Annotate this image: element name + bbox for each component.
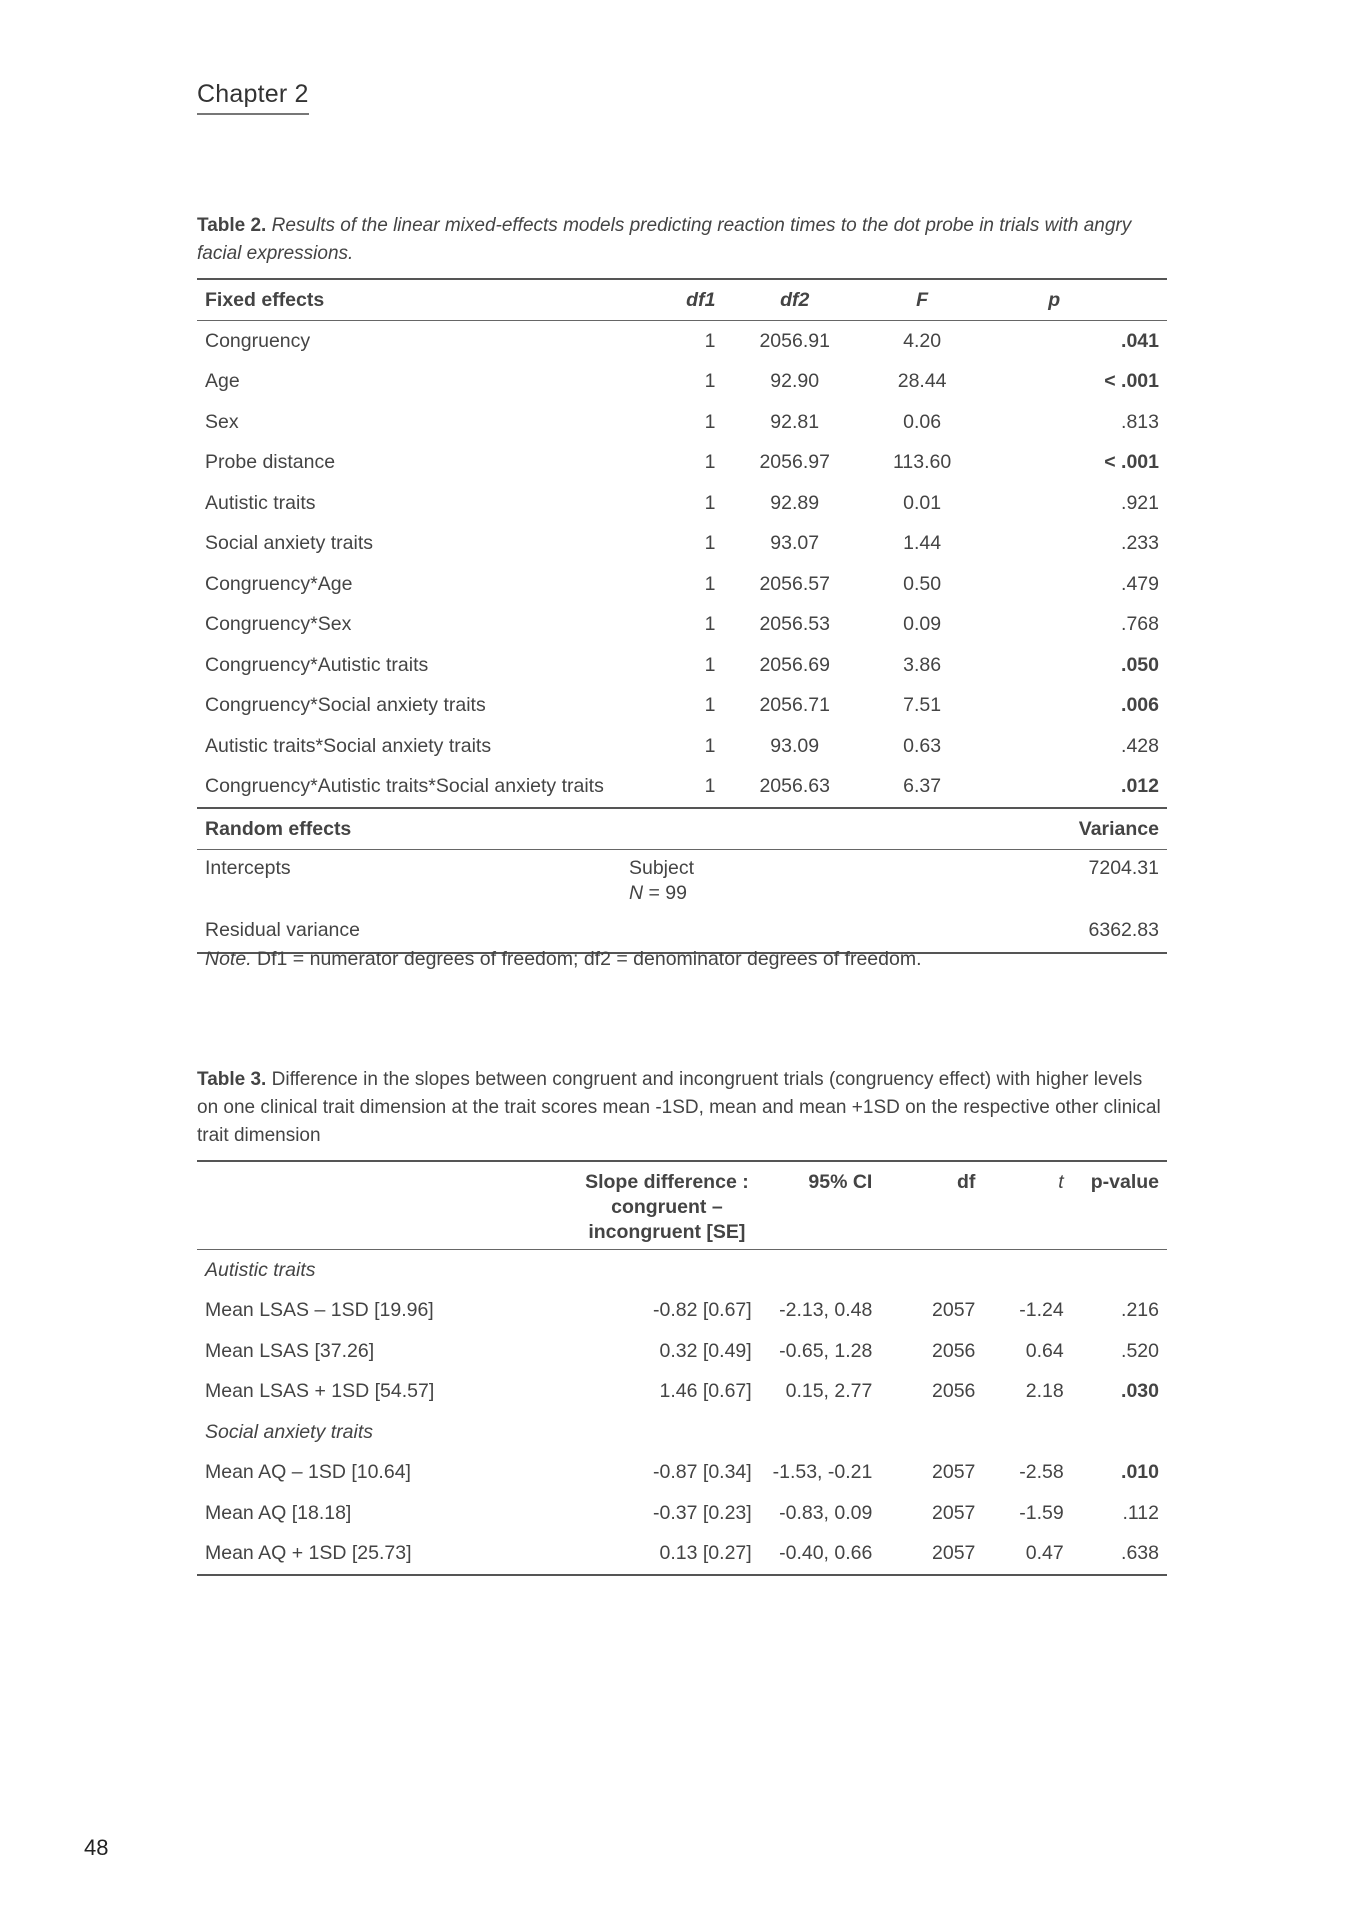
table3-header-row (197, 1161, 1167, 1250)
col-header-df: df (880, 1161, 1001, 1250)
table3-caption-text: Difference in the slopes between congruent and incongruent trials (congruency effect) with higher levels on one clinical trait dimension at the trait scores mean -1SD, mean and mean +1SD on the respective other clinical trait dimension (197, 1069, 1161, 1146)
intercepts-label: Intercepts (205, 857, 291, 879)
table2-header-row (197, 279, 1167, 321)
table2-note (205, 948, 922, 971)
table-row: Autistic traits 1 92.89 0.01 .921 (205, 491, 1159, 514)
col-header-fixed-effects: Fixed effects (197, 279, 629, 321)
col-header-ci: 95% CI (760, 1161, 881, 1250)
intercepts-group (629, 850, 856, 909)
col-header-slope-difference: Slope difference : congruent – incongruent [SE] (574, 1161, 760, 1250)
col-header-df2: df2 (733, 279, 856, 321)
table3-label: Table 3. (197, 1069, 267, 1090)
note-label: Note. (205, 948, 252, 970)
table-row: Congruency*Social anxiety traits 1 2056.71 7.51 .006 (205, 694, 1159, 717)
col-header-p-value: p-value (1072, 1161, 1167, 1250)
table-row: Mean LSAS – 1SD [19.96] -0.82 [0.67] -2.13, 0.48 2057 -1.24 .216 (205, 1299, 1159, 1322)
table2-caption (197, 212, 1167, 268)
table-row: Mean AQ [18.18] -0.37 [0.23] -0.83, 0.09 2057 -1.59 .112 (205, 1501, 1159, 1524)
random-effects-header-row (197, 808, 1167, 850)
section-row-autistic-traits: Autistic traits (205, 1258, 316, 1281)
residual-variance: 6362.83 (988, 908, 1167, 953)
table-row: Sex 1 92.81 0.06 .813 (205, 410, 1159, 433)
section-row-social-anxiety-traits: Social anxiety traits (205, 1420, 373, 1443)
table-row: Congruency*Autistic traits 1 2056.69 3.86 .050 (205, 653, 1159, 676)
table2-label: Table 2. (197, 215, 267, 236)
residual-label: Residual variance (197, 908, 629, 953)
table-row: Social anxiety traits 1 93.07 1.44 .233 (205, 532, 1159, 555)
col-header-t: t (1001, 1161, 1071, 1250)
group-subject: Subject (628, 857, 695, 879)
table3-caption (197, 1066, 1167, 1150)
col-header-df1: df1 (629, 279, 733, 321)
table2 (197, 278, 1167, 954)
table-row: Mean AQ + 1SD [25.73] 0.13 [0.27] -0.40, 0.66 2057 0.47 .638 (197, 1534, 1167, 1576)
table-row: Probe distance 1 2056.97 113.60 < .001 (205, 451, 1159, 474)
table-row: Mean LSAS [37.26] 0.32 [0.49] -0.65, 1.28 2056 0.64 .520 (205, 1339, 1159, 1362)
chapter-heading: Chapter 2 (197, 80, 309, 115)
intercepts-row (197, 850, 1167, 909)
table-row: Congruency*Sex 1 2056.53 0.09 .768 (205, 613, 1159, 636)
residual-row (197, 908, 1167, 953)
page-number: 48 (84, 1835, 109, 1860)
group-n: N = 99 (628, 882, 687, 904)
table-row: Congruency*Autistic traits*Social anxiety traits 1 2056.63 6.37 .012 (205, 775, 1159, 798)
col-header-F: F (856, 279, 988, 321)
table3 (197, 1160, 1167, 1576)
table2-caption-text: Results of the linear mixed-effects models predicting reaction times to the dot probe in trials with angry facial expressions. (197, 215, 1132, 264)
col-header-p: p (988, 279, 1167, 321)
random-effects-heading: Random effects (197, 808, 629, 850)
note-text: Df1 = numerator degrees of freedom; df2 = denominator degrees of freedom. (257, 948, 922, 970)
table-row: Congruency 1 2056.91 4.20 .041 (205, 329, 1159, 352)
table-row: Mean AQ – 1SD [10.64] -0.87 [0.34] -1.53, -0.21 2057 -2.58 .010 (205, 1461, 1159, 1484)
intercepts-variance: 7204.31 (1088, 857, 1159, 879)
table-row: Age 1 92.90 28.44 < .001 (205, 370, 1159, 393)
variance-heading: Variance (988, 808, 1167, 850)
table-row: Mean LSAS + 1SD [54.57] 1.46 [0.67] 0.15, 2.77 2056 2.18 .030 (205, 1380, 1159, 1403)
table-row: Congruency*Age 1 2056.57 0.50 .479 (205, 572, 1159, 595)
table-row: Autistic traits*Social anxiety traits 1 93.09 0.63 .428 (205, 734, 1159, 757)
